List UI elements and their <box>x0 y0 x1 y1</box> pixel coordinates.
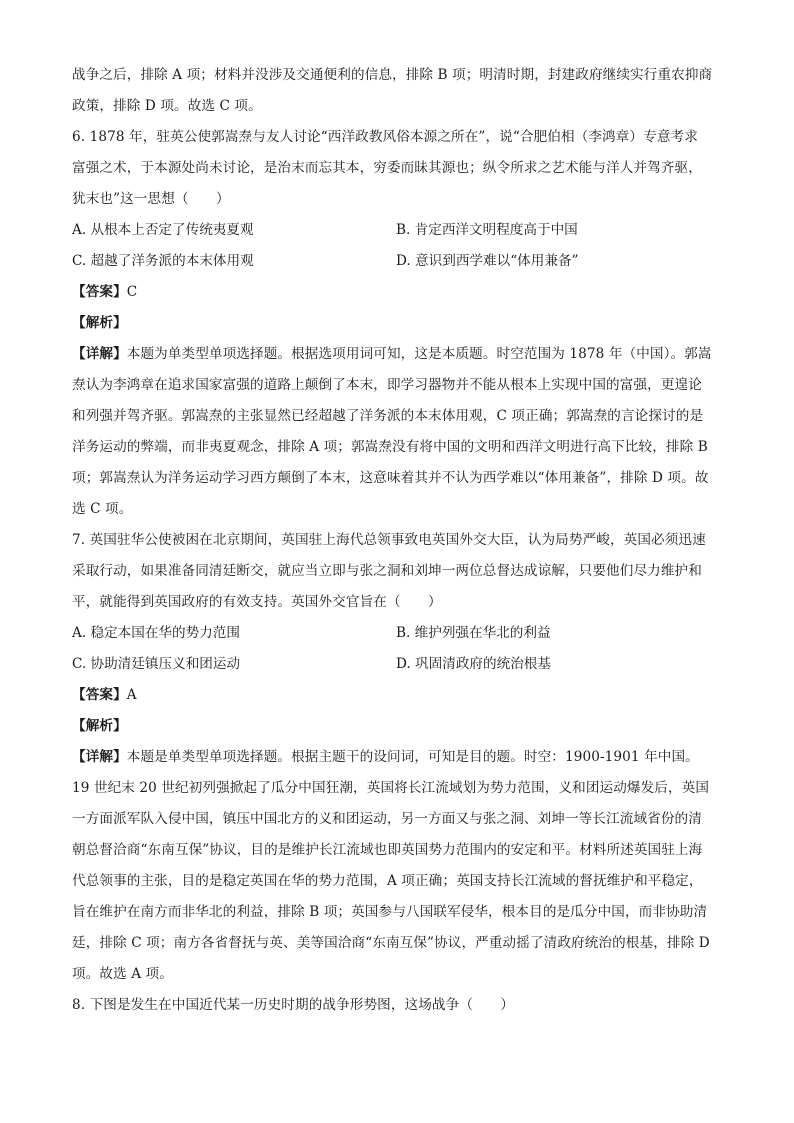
detail-text: 19 世纪末 20 世纪初列强掀起了瓜分中国狂潮，英国将长江流域划为势力范围，义和团运动爆发后，英国 <box>72 780 710 796</box>
q5-analysis-continued <box>72 60 722 122</box>
detail-tag: 【详解】 <box>72 346 127 362</box>
detail-text: 和列强并驾齐驱。郭嵩焘的主张显然已经超越了洋务派的本末体用观，C 项正确；郭嵩焘的言论探讨的是 <box>72 408 704 424</box>
answer-value: A <box>126 687 137 703</box>
detail-tag: 【详解】 <box>72 749 127 765</box>
question-stem: 富强之术，于本源处尚未讨论，是治末而忘其本，穷委而昧其源也；纵令所求之艺术能与洋人并驾齐驱， <box>72 160 702 176</box>
detail-text: 项；郭嵩焘认为洋务运动学习西方颠倒了本末，这意味着其并不认为西学难以“体用兼备”，排除 D 项。故 <box>72 470 709 486</box>
answer-tag: 【答案】 <box>72 284 127 300</box>
options-row <box>72 215 722 246</box>
text-line: 政策，排除 D 项。故选 C 项。 <box>72 98 262 114</box>
question-stem: 8. 下图是发生在中国近代某一历史时期的战争形势图，这场战争（ ） <box>72 997 515 1013</box>
text-line: 战争之后，排除 A 项；材料并没涉及交通便利的信息，排除 B 项；明清时期，封建政府继续实行重农抑商 <box>72 67 713 83</box>
document-page <box>72 60 722 1021</box>
answer-value: C <box>126 284 138 300</box>
detail-text: 洋务运动的弊端，而非夷夏观念，排除 A 项；郭嵩焘没有将中国的文明和西洋文明进行高下比较，排除 B <box>72 439 708 455</box>
question-stem: 7. 英国驻华公使被困在北京期间，英国驻上海代总领事致电英国外交大臣，认为局势严峻，英国必须迅速 <box>72 532 706 548</box>
option-a: A. 稳定本国在华的势力范围 <box>72 625 240 641</box>
question-6 <box>72 122 722 525</box>
detail-text: 项。故选 A 项。 <box>72 966 173 982</box>
option-c: C. 协助清廷镇压义和团运动 <box>72 656 241 672</box>
option-d: D. 巩固清政府的统治根基 <box>396 656 551 672</box>
answer-line <box>72 277 722 308</box>
analysis-tag: 【解析】 <box>72 315 127 331</box>
option-a: A. 从根本上否定了传统夷夏观 <box>72 222 254 238</box>
question-stem: 犹末也”这一思想（ ） <box>72 191 230 207</box>
detail-text: 本题是单类型单项选择题。根据主题干的设问词，可知是目的题。时空：1900-1901 年中国。 <box>126 749 699 765</box>
analysis-line <box>72 711 722 742</box>
question-stem: 平，就能得到英国政府的有效支持。英国外交官旨在（ ） <box>72 594 442 610</box>
option-d: D. 意识到西学难以“体用兼备” <box>396 253 579 269</box>
detail-text: 朝总督洽商“东南互保”协议，目的是维护长江流域也即英国势力范围内的安定和平。材料所述英国驻上海 <box>72 842 703 858</box>
options-row <box>72 246 722 277</box>
detail-text: 廷，排除 C 项；南方各省督抚与英、美等国洽商“东南互保”协议，严重动摇了清政府统治的根基，排除 D <box>72 935 710 951</box>
question-stem: 6. 1878 年，驻英公使郭嵩焘与友人讨论“西洋政教风俗本源之所在”，说“合肥伯相（李鸿章）专意考求 <box>72 129 698 145</box>
analysis-line <box>72 308 722 339</box>
analysis-tag: 【解析】 <box>72 718 127 734</box>
options-row <box>72 618 722 649</box>
option-b: B. 肯定西洋文明程度高于中国 <box>396 222 578 238</box>
question-7 <box>72 525 722 990</box>
option-b: B. 维护列强在华北的利益 <box>396 625 551 641</box>
detail-text: 焘认为李鸿章在追求国家富强的道路上颠倒了本末，即学习器物并不能从根本上实现中国的富强，更遑论 <box>72 377 702 393</box>
detail-line <box>72 339 722 370</box>
option-c: C. 超越了洋务派的本末体用观 <box>72 253 254 269</box>
question-stem: 采取行动，如果准备同清廷断交，就应当立即与张之洞和刘坤一两位总督达成谅解，只要他们尽力维护和 <box>72 563 702 579</box>
detail-text: 选 C 项。 <box>72 501 133 517</box>
answer-tag: 【答案】 <box>72 687 127 703</box>
detail-text: 一方面派军队入侵中国，镇压中国北方的义和团运动，另一方面又与张之洞、刘坤一等长江流域省份的清 <box>72 811 702 827</box>
detail-line <box>72 742 722 773</box>
detail-text: 代总领事的主张，目的是稳定英国在华的势力范围，A 项正确；英国支持长江流域的督抚维护和平稳定， <box>72 873 703 889</box>
detail-text: 本题为单类型单项选择题。根据选项用词可知，这是本质题。时空范围为 1878 年（中国）。郭嵩 <box>126 346 712 362</box>
detail-text: 旨在维护在南方而非华北的利益，排除 B 项；英国参与八国联军侵华，根本目的是瓜分中国，而非协助清 <box>72 904 708 920</box>
question-8 <box>72 990 722 1021</box>
answer-line <box>72 680 722 711</box>
options-row <box>72 649 722 680</box>
